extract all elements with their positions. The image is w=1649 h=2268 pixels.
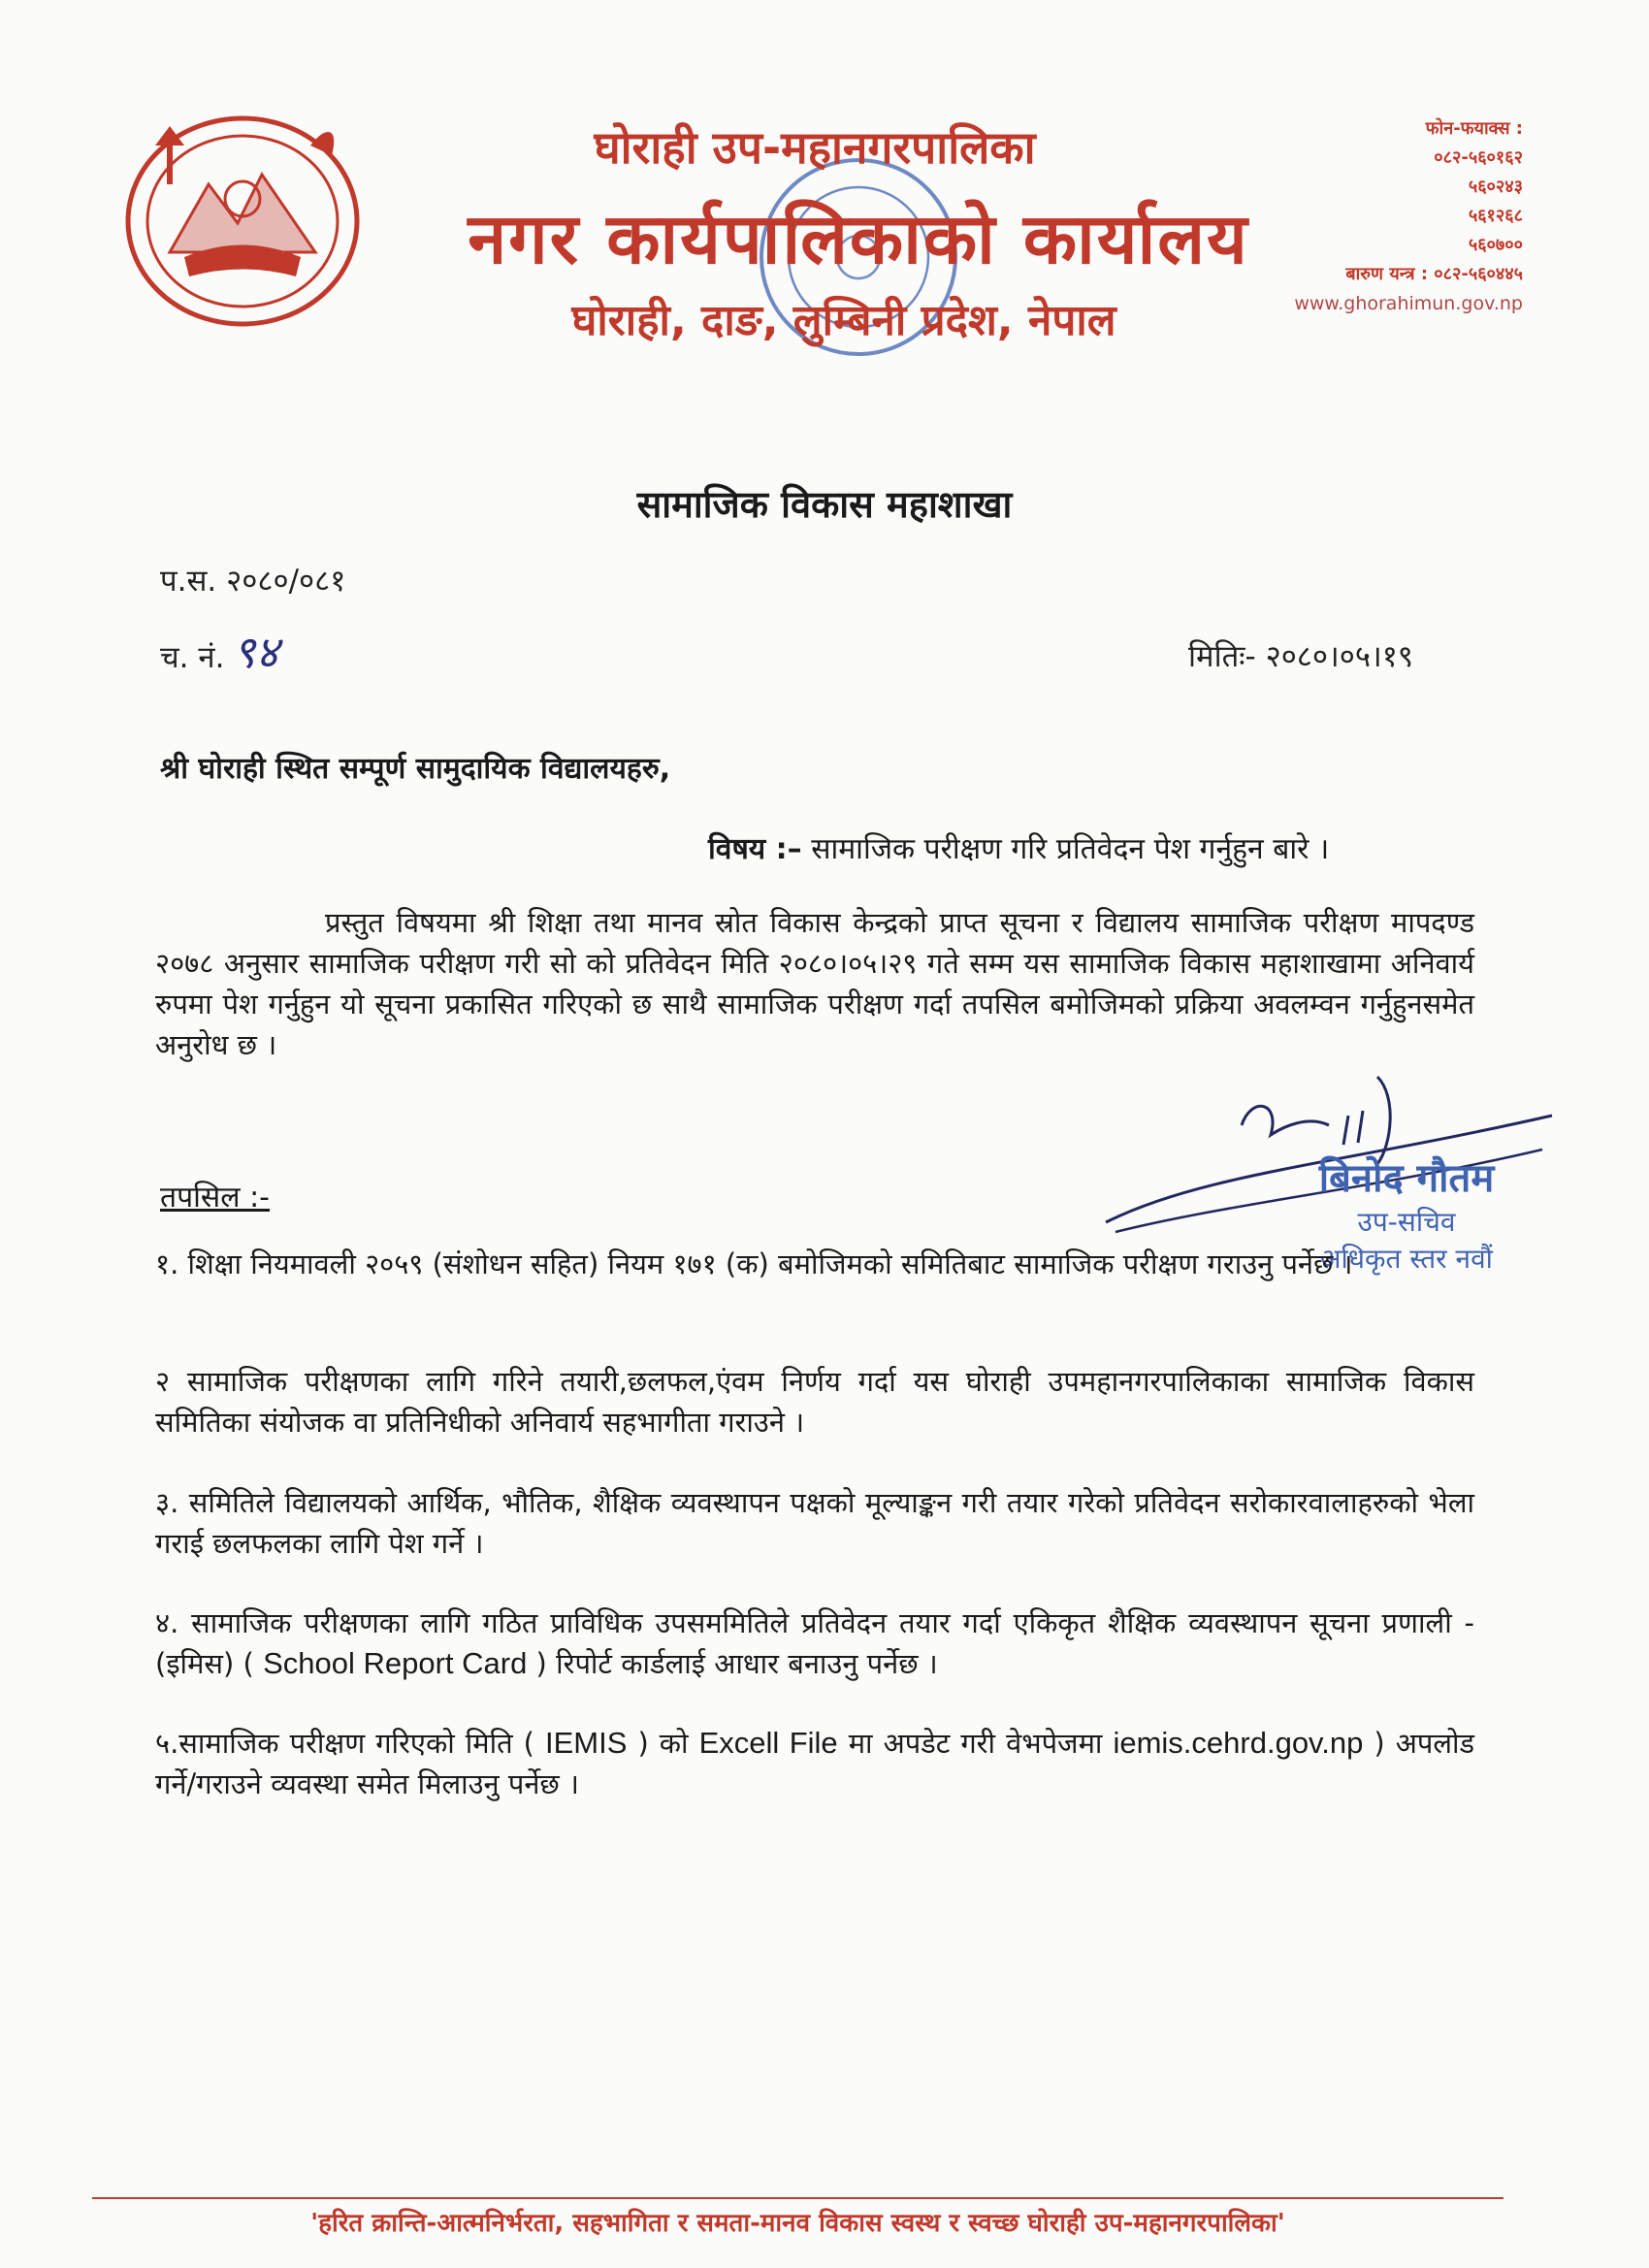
reference-ps: प.स. २०८०/०८१ xyxy=(160,564,346,599)
subject-label: विषय :– xyxy=(708,832,802,866)
phone-2: ५६०२४३ xyxy=(1468,177,1523,197)
municipality-name: घोराही उप-महानगरपालिका xyxy=(594,121,1036,174)
list-item-4 xyxy=(155,1603,1474,1684)
tapasil-heading: तपसिल :- xyxy=(160,1181,270,1215)
item5-text-d: ) अपलोड गर्ने/गराउने व्यवस्था समेत मिलाउनु पर्नेछ । xyxy=(155,1727,1475,1800)
footer-slogan: 'हरित क्रान्ति-आत्मनिर्भरता, सहभागिता र समता-मानव विकास स्वस्थ र स्वच्छ घोराही उप-महानगरपालिका' xyxy=(310,2209,1285,2238)
signatory-designation: उप-सचिव xyxy=(1357,1206,1456,1238)
office-address: घोराही, दाङ, लुम्बिनी प्रदेश, नेपाल xyxy=(571,296,1116,345)
list-item-1: १. शिक्षा नियमावली २०५९ (संशोधन सहित) नियम १७१ (क) बमोजिमको समितिबाट सामाजिक परीक्षण गराउनु पर्नेछ । xyxy=(155,1247,1353,1280)
addressee: श्री घोराही स्थित सम्पूर्ण सामुदायिक विद्यालयहरु, xyxy=(160,752,671,786)
item5-text-a: ५.सामाजिक परीक्षण गरिएको मिति ( xyxy=(155,1727,534,1760)
subject-text: सामाजिक परीक्षण गरि प्रतिवेदन पेश गर्नुहुन बारे । xyxy=(811,832,1330,866)
contact-block xyxy=(1242,114,1523,318)
item5-text-b: ) को xyxy=(637,1727,689,1760)
footer-divider xyxy=(92,2197,1504,2199)
phone-3: ५६१२६८ xyxy=(1468,206,1523,226)
reference-cn xyxy=(160,621,278,681)
section-title: सामाजिक विकास महाशाखा xyxy=(636,483,1013,526)
phone-1: ०८२-५६०१६२ xyxy=(1434,147,1523,168)
signatory-name: बिनोद गौतम xyxy=(1318,1156,1495,1201)
nepal-emblem-icon xyxy=(116,107,369,330)
letter-date: मितिः- २०८०।०५।१९ xyxy=(1188,639,1414,674)
cn-label: च. नं. xyxy=(160,640,225,675)
list-item-2: २ सामाजिक परीक्षणका लागि गरिने तयारी,छलफल,एंवम निर्णय गर्दा यस घोराही उपमहानगरपालिकाका सामाजिक विकास समितिका संयोजक वा प्रतिनिधीको अनिवार्य सहभागीता गराउने । xyxy=(155,1365,1474,1439)
website-link[interactable]: www.ghorahimun.gov.np xyxy=(1294,293,1523,314)
subject-line xyxy=(708,827,1329,867)
item4-text-a: ४. सामाजिक परीक्षणका लागि गठित प्राविधिक उपसममितिले प्रतिवेदन तयार गर्दा एकिकृत शैक्षिक व्यवस्थापन सूचना प्रणाली -(इमिस) ( xyxy=(155,1606,1474,1680)
signatory-level: अधिकृत स्तर नवौं xyxy=(1320,1243,1493,1275)
fire-number: बारुण यन्त्र : ०८२-५६०४४५ xyxy=(1345,264,1523,284)
list-item-5 xyxy=(155,1723,1474,1804)
contact-label: फोन-फयाक्स : xyxy=(1425,118,1523,139)
item5-text-c: मा अपडेट गरी वेभपेजमा xyxy=(848,1727,1103,1760)
item5-iemis: IEMIS xyxy=(545,1726,628,1760)
list-item-3: ३. समितिले विद्यालयको आर्थिक, भौतिक, शैक्षिक व्यवस्थापन पक्षको मूल्याङ्कन गरी तयार गरेको प्रतिवेदन सरोकारवालाहरुको भेला गराई छलफलका लागि पेश गर्ने । xyxy=(155,1486,1474,1560)
office-title: नगर कार्यपालिकाको कार्यालय xyxy=(468,198,1249,279)
item4-text-b: ) रिपोर्ट कार्डलाई आधार बनाउनु पर्नेछ । xyxy=(535,1647,938,1680)
body-paragraph: प्रस्तुत विषयमा श्री शिक्षा तथा मानव स्रोत विकास केन्द्रको प्राप्त सूचना र विद्यालय सामाजिक परीक्षण मापदण्ड २०७८ अनुसार सामाजिक परीक्षण गरी सो को प्रतिवेदन मिति २०८०।०५।२९ गते सम्म यस सामाजिक विकास महाशाखामा अनिवार्य रुपमा पेश गर्नुहुन यो सूचना प्रकासित गरिएको छ साथै सामाजिक परीक्षण गर्दा तपसिल बमोजिमको प्रक्रिया अवलम्वन गर्नुहुनसमेत अनुरोध छ । xyxy=(155,906,1474,1061)
item4-school-report-card: School Report Card xyxy=(263,1646,528,1680)
phone-4: ५६०७०० xyxy=(1468,235,1523,255)
cn-handwritten: ९४ xyxy=(232,626,279,678)
item5-excel-file: Excell File xyxy=(698,1726,838,1760)
item5-website[interactable]: iemis.cehrd.gov.np xyxy=(1113,1726,1364,1760)
